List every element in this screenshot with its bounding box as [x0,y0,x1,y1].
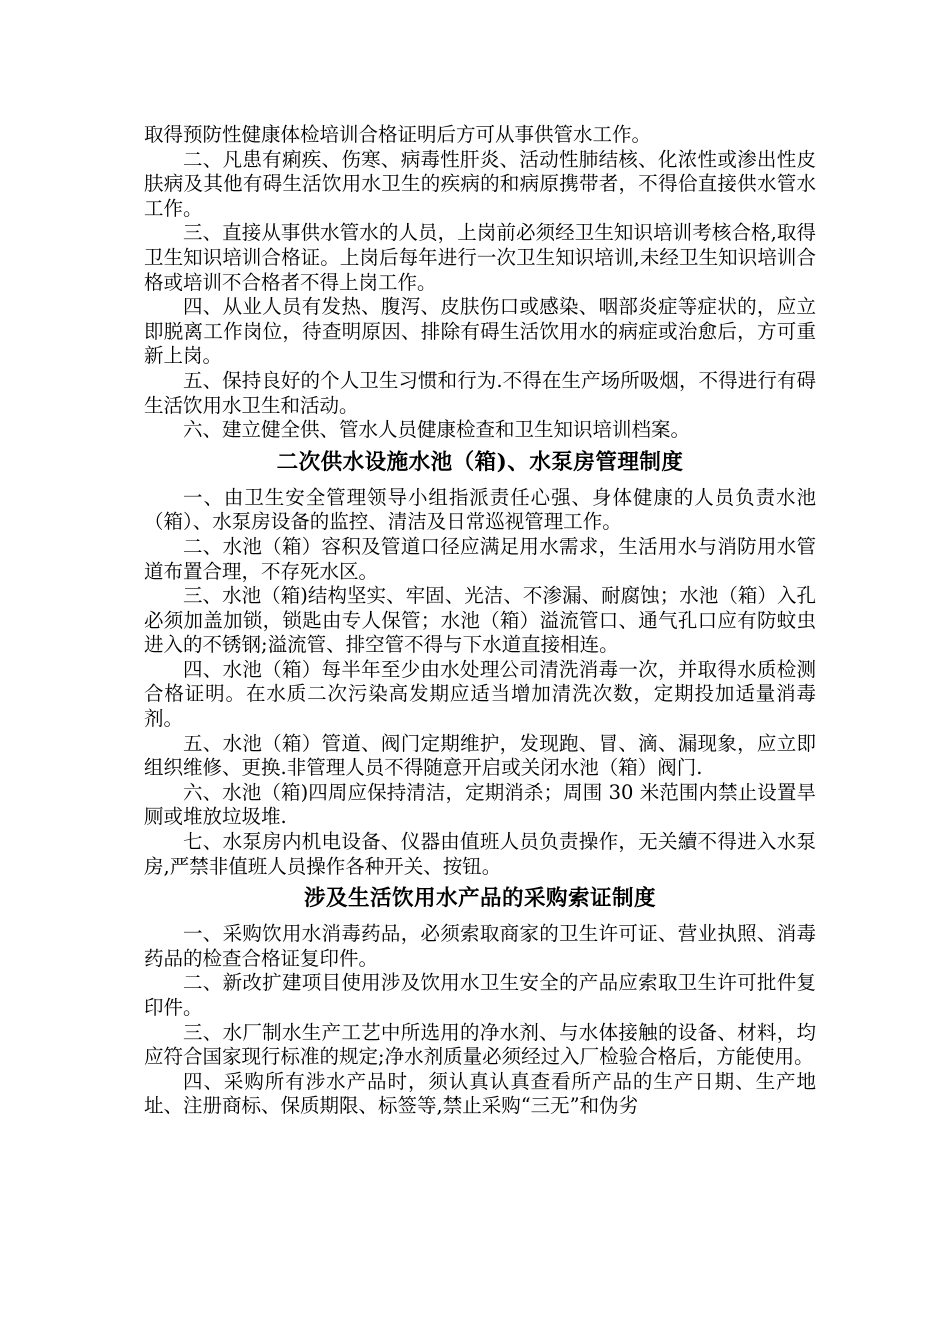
paragraph: 五、保持良好的个人卫生习惯和行为.不得在生产场所吸烟，不得进行有碍生活饮用水卫生和活动。 [144,368,816,417]
paragraph: 五、水池（箱）管道、阀门定期维护，发现跑、冒、滴、漏现象，应立即组织维修、更换.非管理人员不得随意开启或关闭水池（箱）阀门. [144,731,816,780]
paragraph: 六、水池（箱)四周应保持清洁，定期消杀；周围 30 米范围内禁止设置旱厕或堆放垃圾堆. [144,780,816,829]
paragraph: 三、水池（箱)结构坚实、牢固、光洁、不渗漏、耐腐蚀；水池（箱）入孔必须加盖加锁，锁匙由专人保管；水池（箱）溢流管口、通气孔口应有防蚊虫进入的不锈钢;溢流管、排空管不得与下水道直接相连。 [144,584,816,657]
paragraph: 四、采购所有涉水产品时，须认真认真查看所产品的生产日期、生产地址、注册商标、保质期限、标签等,禁止采购“三无”和伪劣 [144,1069,816,1118]
paragraph: 三、水厂制水生产工艺中所选用的净水剂、与水体接触的设备、材料，均应符合国家现行标准的规定;净水剂质量必须经过入厂检验合格后，方能使用。 [144,1020,816,1069]
paragraph: 六、建立健全供、管水人员健康检查和卫生知识培训档案。 [183,418,691,442]
paragraph: 一、采购饮用水消毒药品，必须索取商家的卫生许可证、营业执照、消毒药品的检查合格证复印件。 [144,922,816,970]
section-title-water-tank: 二次供水设施水池（箱)、水泵房管理制度 [276,449,684,475]
paragraph: 四、从业人员有发热、腹泻、皮肤伤口或感染、咽部炎症等症状的，应立即脱离工作岗位，待查明原因、排除有碍生活饮用水的病症或治愈后，方可重新上岗。 [144,295,816,368]
paragraph: 四、水池（箱）每半年至少由水处理公司清洗消毒一次，并取得水质检测合格证明。在水质二次污染高发期应适当增加清洗次数，定期投加适量消毒剂。 [144,657,816,731]
paragraph: 取得预防性健康体检培训合格证明后方可从事供管水工作。 [144,123,652,146]
paragraph: 三、直接从事供水管水的人员，上岗前必须经卫生知识培训考核合格,取得卫生知识培训合格证。上岗后每年进行一次卫生知识培训,未经卫生知识培训合格或培训不合格者不得上岗工作。 [144,221,816,294]
paragraph: 一、由卫生安全管理领导小组指派责任心强、身体健康的人员负责水池（箱）、水泵房设备的监控、清洁及日常巡视管理工作。 [144,485,816,534]
paragraph: 七、水泵房内机电设备、仪器由值班人员负责操作，无关續不得进入水泵房,严禁非值班人员操作各种开关、按钮。 [144,830,816,878]
section-title-procurement: 涉及生活饮用水产品的采购索证制度 [303,886,656,912]
paragraph: 二、新改扩建项目使用涉及饮用水卫生安全的产品应索取卫生许可批件复印件。 [144,971,816,1019]
document-page [144,123,816,1119]
paragraph: 二、凡患有痢疾、伤寒、病毒性肝炎、活动性肺结核、化浓性或渗出性皮肤病及其他有碍生活饮用水卫生的疾病的和病原携带者，不得佮直接供水管水工作。 [144,147,816,220]
paragraph: 二、水池（箱）容积及管道口径应满足用水需求，生活用水与消防用水管道布置合理，不存死水区。 [144,534,816,583]
